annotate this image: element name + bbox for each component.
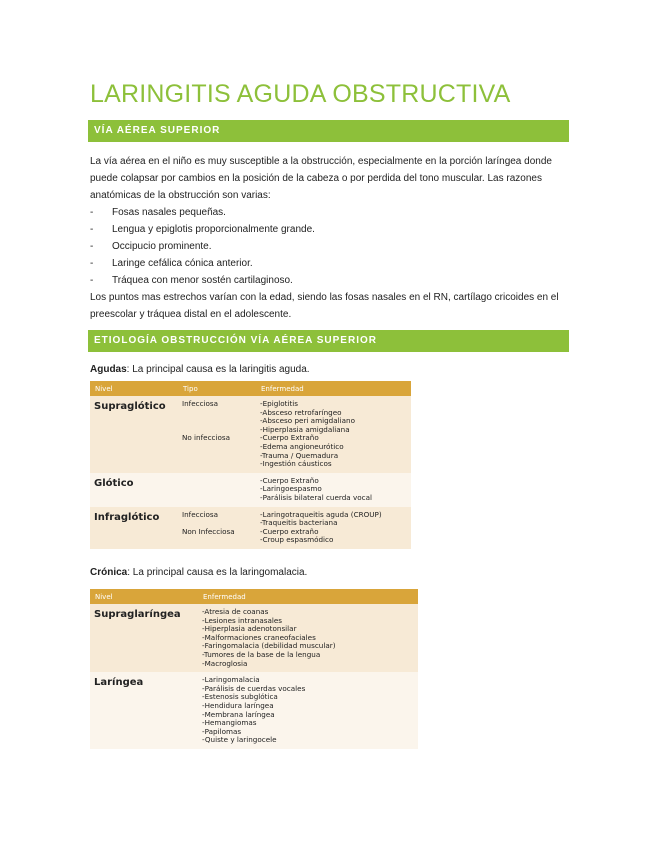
- intro-paragraph: La vía aérea en el niño es muy susceptible a la obstrucción, especialmente en la porción laríngea donde puede colapsar por cambios en la posición de la cabeza o por perdida del tono muscular. Las razones anatómicas de la obstrucción son varias:: [90, 156, 552, 201]
- row-diseases: -Cuerpo Extraño -Laringoespasmo -Parálisis bilateral cuerda vocal: [256, 473, 411, 507]
- table-row: [90, 473, 411, 507]
- column-header: Nivel: [90, 381, 178, 396]
- row-level: Supraglótico: [90, 396, 178, 473]
- list-item: - Laringe cefálica cónica anterior.: [90, 258, 253, 269]
- table-row: [90, 507, 411, 549]
- cronica-label: Crónica: [90, 567, 128, 578]
- column-header: Enfermedad: [198, 589, 418, 604]
- list-item: - Lengua y epiglotis proporcionalmente grande.: [90, 224, 315, 235]
- row-types: [178, 473, 256, 507]
- table-row: [90, 604, 418, 672]
- row-diseases: -Laringomalacia -Parálisis de cuerdas vocales -Estenosis subglótica -Hendidura laríngea -Membrana laríngea -Hemangiomas -Papilomas -Quiste y laringocele: [198, 672, 418, 749]
- cronica-caption: Crónica: La principal causa es la laringomalacia.: [90, 567, 308, 578]
- row-diseases: -Epiglotitis -Absceso retrofaríngeo -Absceso peri amigdaliano -Hiperplasia amigdaliana -Cuerpo Extraño -Edema angioneurótico -Trauma / Quemadura -Ingestión cáusticos: [256, 396, 411, 473]
- section-heading-etiologia: ETIOLOGÍA OBSTRUCCIÓN VÍA AÉREA SUPERIOR: [88, 330, 569, 352]
- list-item: - Occipucio prominente.: [90, 241, 212, 252]
- row-types: Infecciosa Non Infecciosa: [178, 507, 256, 549]
- column-header: Enfermedad: [256, 381, 411, 396]
- anatomy-list: [90, 204, 570, 289]
- list-item: - Tráquea con menor sostén cartilaginoso.: [90, 275, 293, 286]
- column-header: Nivel: [90, 589, 198, 604]
- intro-text: [90, 153, 570, 323]
- row-level: Glótico: [90, 473, 178, 507]
- row-diseases: -Laringotraqueitis aguda (CROUP) -Traqueitis bacteriana -Cuerpo extraño -Croup espasmódico: [256, 507, 411, 549]
- agudas-table: [90, 381, 411, 549]
- row-diseases: -Atresia de coanas -Lesiones intranasales -Hiperplasia adenotonsilar -Malformaciones craneofaciales -Faringomalacia (debilidad muscular) -Tumores de la base de la lengua -Macroglosia: [198, 604, 418, 672]
- section-heading-via-aerea: VÍA AÉREA SUPERIOR: [88, 120, 569, 142]
- row-level: Infraglótico: [90, 507, 178, 549]
- row-level: Supraglaríngea: [90, 604, 198, 672]
- list-item: - Fosas nasales pequeñas.: [90, 207, 226, 218]
- agudas-label: Agudas: [90, 364, 127, 375]
- column-header: Tipo: [178, 381, 256, 396]
- closing-paragraph: Los puntos mas estrechos varían con la edad, siendo las fosas nasales en el RN, cartílago cricoides en el preescolar y tráquea distal en el adolescente.: [90, 292, 559, 320]
- agudas-caption: Agudas: La principal causa es la laringitis aguda.: [90, 364, 310, 375]
- cronica-table: [90, 589, 418, 749]
- row-level: Laríngea: [90, 672, 198, 749]
- table-row: [90, 396, 411, 473]
- table-row: [90, 672, 418, 749]
- row-types: Infecciosa No infecciosa: [178, 396, 256, 473]
- page-title: LARINGITIS AGUDA OBSTRUCTIVA: [90, 80, 511, 108]
